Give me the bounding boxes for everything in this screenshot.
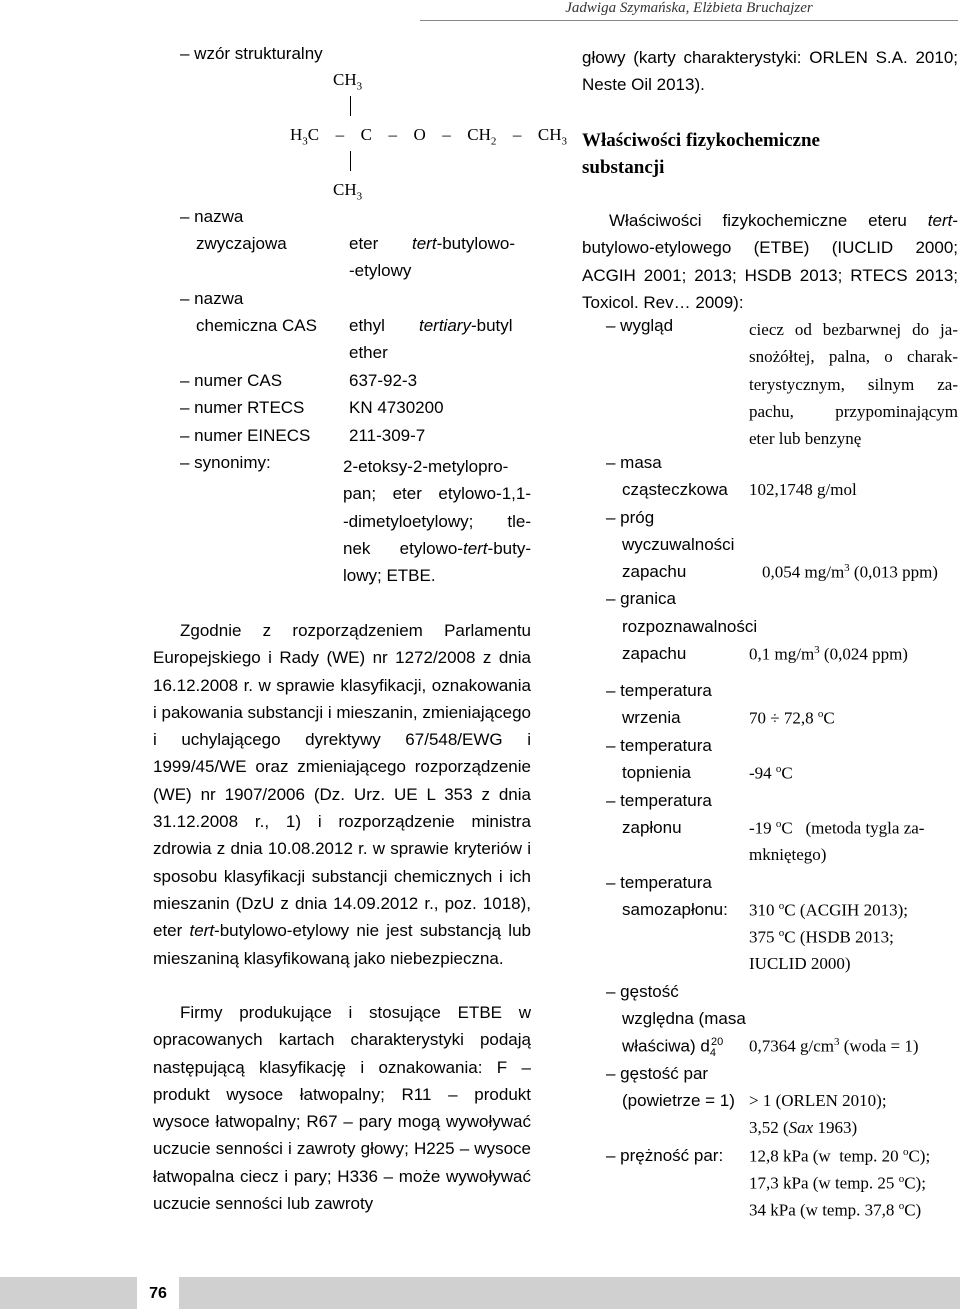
cas-name-label: – nazwa [180, 289, 244, 308]
flash-point-value: -19 $^o$C (metoda tygla za- [749, 818, 925, 838]
structural-formula-label: – wzór strukturalny [180, 44, 323, 63]
melting-point-label-2: topnienia [622, 763, 692, 782]
vapor-density-value-1: > 1 (ORLEN 2010); [749, 1091, 887, 1110]
formula-bottom-group: $CH_3$ [333, 180, 363, 203]
formula-top-sub: 3 [356, 80, 363, 93]
boiling-point-label: – temperatura [606, 681, 712, 700]
melting-point-value: -94 $^o$C [749, 763, 793, 783]
common-name-value-3: -etylowy [349, 261, 412, 280]
appearance-label: – wygląd [606, 316, 674, 335]
odor-threshold-label: – próg [606, 508, 655, 527]
classification-paragraph: Zgodnie z rozporządzeniem Parlamentu Europejskiego i Rady (WE) nr 1272/2008 z dnia 16.12.2008 r. w sprawie klasyfikacji, oznakowania i pakowania substancji i mieszanin, zmieniającego i uchylającego dyrektywy 67/548/EWG i 1999/45/WE oraz zmieniającego rozporządzenie (WE) nr 1907/2006 (Dz. Urz. UE L 353 z dnia 31.12.2008 r., 1) i rozporządzenie ministra zdrowia z dnia 10.08.2012 r. w sprawie kryteriów i sposobu klasyfikacji substancji chemicznych i ich mieszanin (DzU z dnia 14.09.2012 r., poz. 1018), eter tert-butylowo-etylowy nie jest substancją lub mieszaniną klasyfikowaną jako niebezpieczna. [153, 621, 531, 968]
flash-point-label: – temperatura [606, 791, 712, 810]
formula-bond-bottom [350, 151, 351, 171]
odor-threshold-label-3: zapachu [622, 562, 687, 581]
common-name-label: – nazwa [180, 207, 244, 226]
labelling-paragraph: Firmy produkujące i stosujące ETBE w opracowanych kartach charakterystyki podają następującą klasyfikację i oznakowania: F – produkt wysoce łatwopalny; R11 – produkt wysoce łatwopalny; R67 – pary mogą wywoływać uczucie senności i zawroty głowy; H225 – wysoce łatwopalna ciecz i pary; H336 – może wywoływać uczucie senności lub zawroty [153, 1003, 531, 1214]
cas-name-value-1: ethyl [349, 316, 385, 335]
rtecs-value: KN 4730200 [349, 398, 444, 417]
vapor-density-value-2: 3,52 (Sax 1963) [749, 1118, 858, 1137]
cas-name-value-2: tertiary-butyl [419, 316, 513, 335]
density-label-2: względna (masa [622, 1009, 746, 1028]
vapor-pressure-value-2: 17,3 kPa (w temp. 25 $^o$C); [749, 1173, 926, 1193]
molar-mass-value: 102,1748 g/mol [749, 480, 857, 499]
autoignition-label-2: samozapłonu: [622, 900, 728, 919]
odor-threshold-label-2: wyczuwalności [622, 535, 735, 554]
molar-mass-label: – masa [606, 453, 662, 472]
rtecs-label: – numer RTECS [180, 398, 305, 417]
cas-name-label-2: chemiczna CAS [196, 316, 317, 335]
density-label-3: właściwa) $d_4^{20}$ [622, 1036, 724, 1060]
flash-point-label-2: zapłonu [622, 818, 682, 837]
recognition-threshold-label-3: zapachu [622, 644, 687, 663]
continued-paragraph: głowy (karty charakterystyki: ORLEN S.A. 2010; Neste Oil 2013). [582, 48, 958, 95]
vapor-density-label-2: (powietrze = 1) [622, 1091, 735, 1110]
common-name-value-1: eter [349, 234, 379, 253]
density-label: – gęstość [606, 982, 679, 1001]
einecs-value: 211-309-7 [349, 426, 426, 445]
molar-mass-label-2: cząsteczkowa [622, 480, 728, 499]
recognition-threshold-label: – granica [606, 589, 676, 608]
autoignition-value-3: IUCLID 2000) [749, 954, 851, 973]
boiling-point-label-2: wrzenia [622, 708, 681, 727]
section-title: Właściwości fizykochemiczne substancji [582, 130, 820, 178]
boiling-point-value: 70 ÷ 72,8 $^o$C [749, 708, 835, 728]
page-number: 76 [137, 1277, 179, 1309]
flash-point-value-2: mkniętego) [749, 845, 827, 864]
vapor-pressure-value-3: 34 kPa (w temp. 37,8 $^o$C) [749, 1200, 922, 1220]
vapor-pressure-label: – prężność par: [606, 1146, 724, 1165]
autoignition-value-1: 310 $^o$C (ACGIH 2013); [749, 900, 908, 920]
running-header: Jadwiga Szymańska, Elżbieta Bruchajzer [420, 0, 958, 21]
vapor-pressure-value-1: 12,8 kPa (w temp. 20 $^o$C); [749, 1146, 931, 1166]
formula-bond-top [350, 96, 351, 116]
einecs-label: – numer EINECS [180, 426, 311, 445]
cas-name-value-3: ether [349, 343, 388, 362]
autoignition-value-2: 375 $^o$C (HSDB 2013; [749, 927, 894, 947]
appearance-value: ciecz od bezbarwnej do ja- snożółtej, palna, o charak- terystycznym, silnym za- pachu, przypominającym eter lub benzynę [749, 320, 958, 449]
recognition-threshold-label-2: rozpoznawalności [622, 617, 758, 636]
cas-number-value: 637-92-3 [349, 371, 418, 390]
synonyms-label: – synonimy: [180, 453, 271, 472]
autoignition-label: – temperatura [606, 873, 712, 892]
formula-main-chain: $H_3C$ – C – O – $CH_2 - CH_3$ [290, 125, 567, 148]
density-value: 0,7364 $g/cm^3$ (woda = 1) [749, 1036, 919, 1056]
properties-intro: Właściwości fizykochemiczne eteru tert-butylowo-etylowego (ETBE) (IUCLID 2000; ACGIH 2001; 2013; HSDB 2013; RTECS 2013; Toxicol. Rev… 2009): [582, 211, 958, 312]
common-name-label-2: zwyczajowa [196, 234, 287, 253]
synonyms-value: 2-etoksy-2-metylopro- pan; eter etylowo-1,1- -dimetyloetylowy; tle- nek etylowo-tert-buty- lowy; ETBE. [343, 457, 531, 586]
formula-top-ch: CH [333, 70, 357, 89]
vapor-density-label: – gęstość par [606, 1064, 709, 1083]
formula-top-group [333, 70, 362, 92]
common-name-value-2: tert-butylowo- [412, 234, 515, 253]
odor-threshold-value: 0,054 $mg/m^3$ (0,013 ppm) [762, 562, 938, 582]
melting-point-label: – temperatura [606, 736, 712, 755]
recognition-threshold-value: 0,1 $mg/m^3$ (0,024 ppm) [749, 644, 908, 664]
cas-number-label: – numer CAS [180, 371, 283, 390]
